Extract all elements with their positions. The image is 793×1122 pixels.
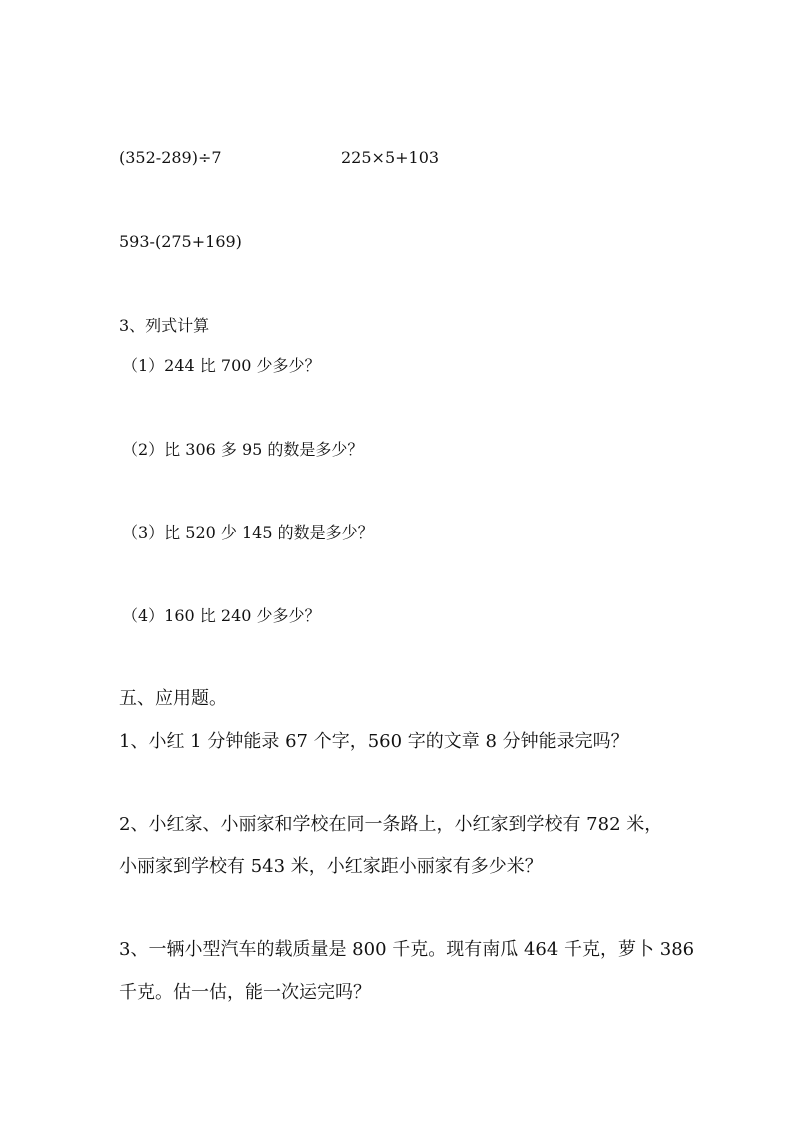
section-5-title: 五、应用题。 — [119, 688, 227, 709]
problem-3-line-2: 千克。估一估，能一次运完吗？ — [119, 982, 371, 1003]
problem-2-line-1: 2、小红家、小丽家和学校在同一条路上，小红家到学校有 782 米， — [119, 814, 663, 835]
section-3-item-4: （4）160 比 240 少多少？ — [122, 606, 321, 625]
calc-expression-1: (352-289)÷7 — [119, 148, 222, 167]
section-3-item-3: （3）比 520 少 145 的数是多少？ — [122, 523, 374, 542]
problem-3-line-1: 3、一辆小型汽车的载质量是 800 千克。现有南瓜 464 千克，萝卜 386 — [119, 939, 695, 960]
calc-expression-3: 593-(275+169) — [119, 232, 242, 251]
section-3-title: 3、列式计算 — [119, 316, 210, 335]
calc-expression-2: 225×5+103 — [341, 148, 440, 167]
section-3-item-1: （1）244 比 700 少多少？ — [122, 356, 321, 375]
problem-2-line-2: 小丽家到学校有 543 米，小红家距小丽家有多少米？ — [119, 856, 543, 877]
section-3-item-2: （2）比 306 多 95 的数是多少？ — [122, 440, 364, 459]
problem-1-line-1: 1、小红 1 分钟能录 67 个字，560 字的文章 8 分钟能录完吗？ — [119, 731, 629, 752]
